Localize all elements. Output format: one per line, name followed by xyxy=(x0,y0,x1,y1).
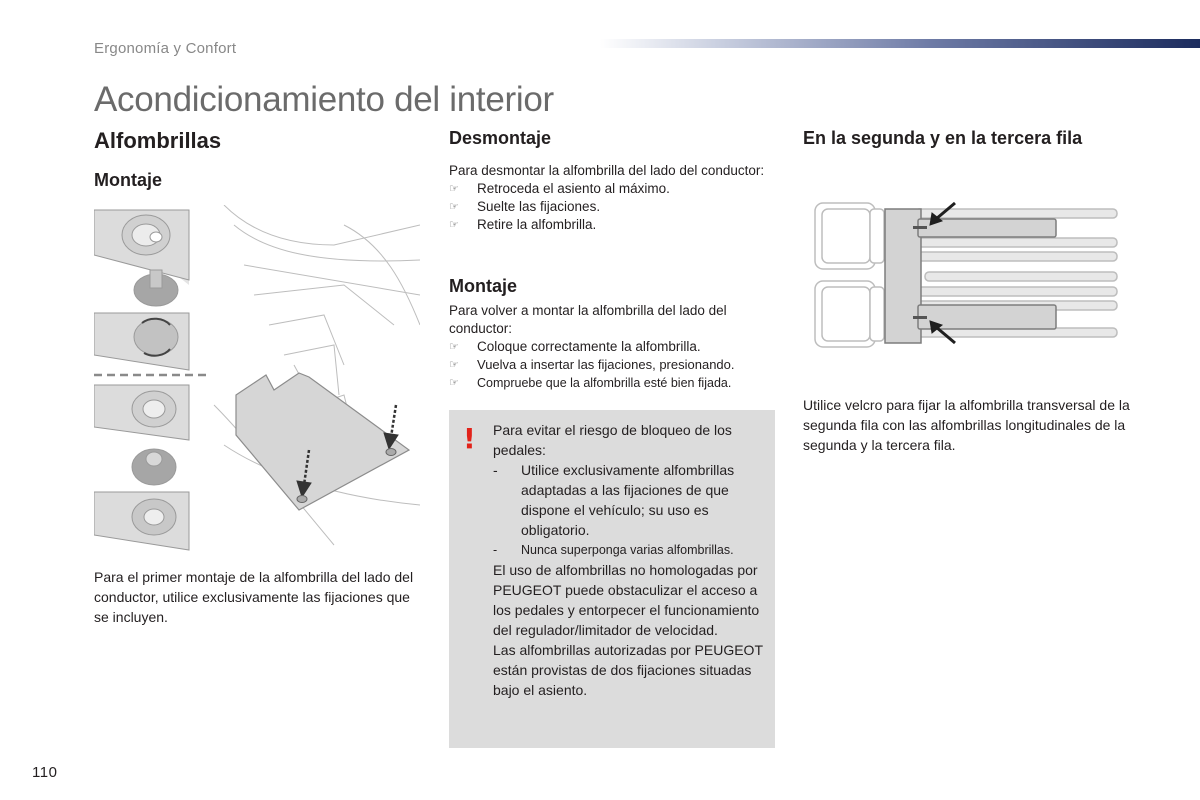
fixing-step-images xyxy=(94,210,189,370)
floor-mat-shape xyxy=(236,373,409,510)
hand-pointer-icon: ☞ xyxy=(449,219,459,231)
section-title: Ergonomía y Confort xyxy=(94,40,237,57)
page-number: 110 xyxy=(32,764,58,781)
warning-intro: Para evitar el riesgo de bloqueo de los pedales: xyxy=(493,422,732,458)
hand-pointer-icon: ☞ xyxy=(449,359,459,371)
header-gradient-bar xyxy=(600,39,1200,48)
transversal-mat xyxy=(885,209,921,343)
desmontaje-list xyxy=(449,180,775,234)
list-item: ☞ Retire la alfombrilla. xyxy=(449,217,597,232)
warning-dash-item: - Nunca superponga varias alfombrillas. xyxy=(493,543,734,557)
warning-box xyxy=(449,410,775,748)
desmontaje-intro: Para desmontar la alfombrilla del lado del conductor: xyxy=(449,163,765,178)
warning-paragraph: El uso de alfombrillas no homologadas por PEUGEOT puede obstaculizar el acceso a los pedales y entorpecer el funcionamiento del regulador/limitador de velocidad. xyxy=(493,562,760,638)
heading-desmontaje: Desmontaje xyxy=(449,128,552,148)
list-item: ☞ Compruebe que la alfombrilla esté bien fijada. xyxy=(449,376,732,390)
list-item: ☞ Retroceda el asiento al máximo. xyxy=(449,181,670,196)
heading-montaje-2: Montaje xyxy=(449,276,518,296)
montaje-list xyxy=(449,338,775,392)
hand-pointer-icon: ☞ xyxy=(449,341,459,353)
heading-second-third-row: En la segunda y en la tercera fila xyxy=(803,128,1083,148)
subheading-montaje: Montaje xyxy=(94,170,163,190)
seat-icon xyxy=(815,203,884,347)
list-item: ☞ Suelte las fijaciones. xyxy=(449,199,601,214)
montaje-block xyxy=(449,302,775,392)
heading-alfombrillas: Alfombrillas xyxy=(94,128,222,153)
page-title: Acondicionamiento del interior xyxy=(94,80,554,119)
warning-paragraph: Las alfombrillas autorizadas por PEUGEOT están provistas de dos fijaciones situadas bajo el asiento. xyxy=(493,642,763,698)
rear-mats-illustration xyxy=(810,195,1122,355)
floor-mat-fixing-illustration xyxy=(94,205,420,553)
warning-icon: ! xyxy=(463,422,476,455)
warning-dash-item: - Utilice exclusivamente alfombrillas adaptadas a las fijaciones de que dispone el vehículo; su uso es obligatorio. xyxy=(493,462,735,538)
hand-pointer-icon: ☞ xyxy=(449,377,459,389)
hand-pointer-icon: ☞ xyxy=(449,201,459,213)
list-item: ☞ Vuelva a insertar las fijaciones, presionando. xyxy=(449,357,735,372)
montaje-intro: Para volver a montar la alfombrilla del lado del conductor: xyxy=(449,303,727,336)
caption-velcro: Utilice velcro para fijar la alfombrilla transversal de la segunda fila con las alfombrillas longitudinales de la segunda y la tercera fila. xyxy=(803,397,1130,453)
caption-first-fit: Para el primer montaje de la alfombrilla del lado del conductor, utilice exclusivamente las fijaciones que se incluyen. xyxy=(94,569,414,625)
desmontaje-block xyxy=(449,162,775,234)
list-item: ☞ Coloque correctamente la alfombrilla. xyxy=(449,339,701,354)
hand-pointer-icon: ☞ xyxy=(449,183,459,195)
